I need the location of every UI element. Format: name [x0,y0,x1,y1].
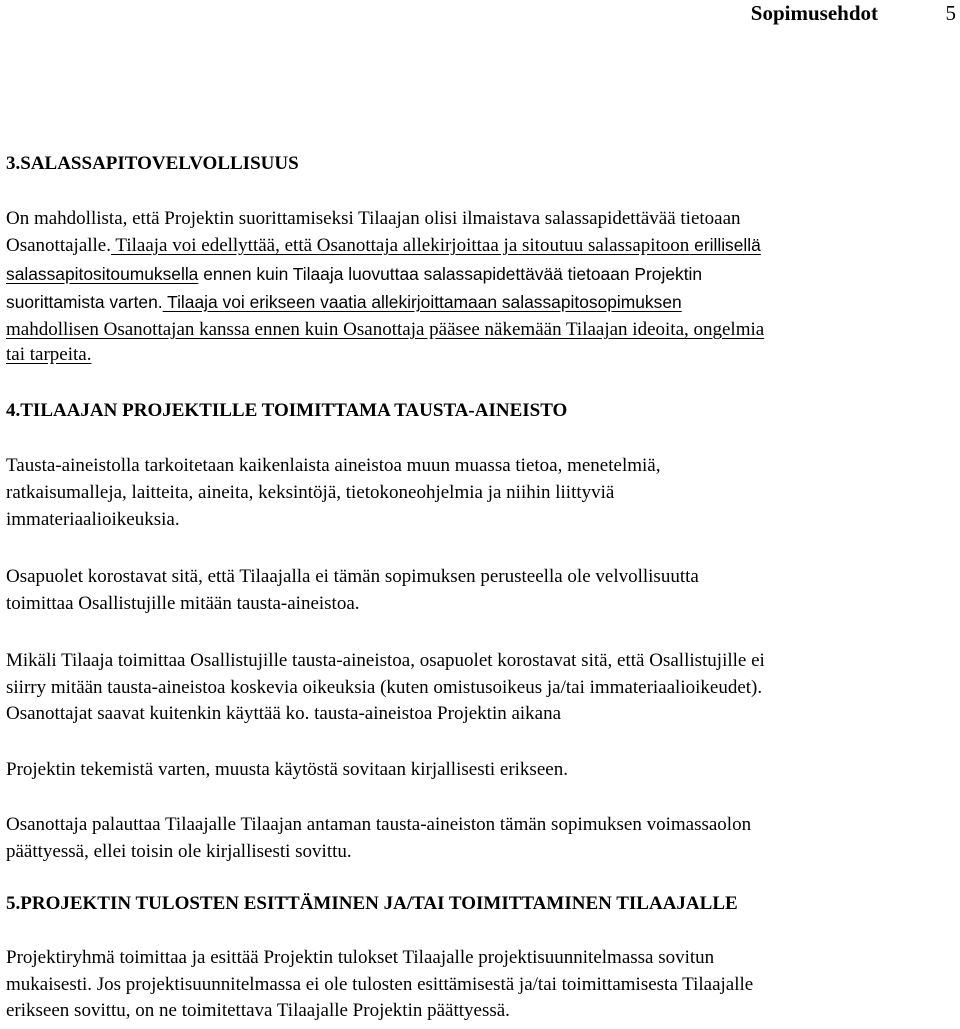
text-line: toimittaa Osallistujille mitään tausta-aineistoa. [6,593,360,614]
section-4-heading: 4.TILAAJAN PROJEKTILLE TOIMITTAMA TAUSTA-AINEISTO [6,400,568,421]
text-line: Projektiryhmä toimittaa ja esittää Projektin tulokset Tilaajalle projektisuunnitelmassa sovitun [6,947,715,968]
text-line: On mahdollista, että Projektin suorittamiseksi Tilaajan olisi ilmaistava salassapidettävää tietoaan [6,208,741,229]
text-line: immateriaalioikeuksia. [6,509,180,530]
text-line: mahdollisen Osanottajan kanssa ennen kuin Osanottaja pääsee näkemään Tilaajan ideoita, ongelmia [6,319,765,340]
text-line: Projektin tekemistä varten, muusta käytöstä sovitaan kirjallisesti erikseen. [6,759,568,780]
text-line [6,233,761,258]
text-line: Osanottajat saavat kuitenkin käyttää ko. tausta-aineistoa Projektin aikana [6,703,562,724]
text-run: Osanottajalle. [6,235,111,256]
text-line: siirry mitään tausta-aineistoa koskevia oikeuksia (kuten omistusoikeus ja/tai immateriaalioikeudet). [6,677,763,698]
text-line: mukaisesti. Jos projektisuunnitelmassa ei ole tulosten esittämisestä ja/tai toimittamisesta Tilaajalle [6,974,754,995]
header-title: Sopimusehdot [750,1,878,25]
section-5-heading: 5.PROJEKTIN TULOSTEN ESITTÄMINEN JA/TAI TOIMITTAMINEN TILAAJALLE [6,893,738,914]
page-header [0,0,960,30]
text-line: Osapuolet korostavat sitä, että Tilaajalla ei tämän sopimuksen perusteella ole velvollisuutta [6,566,699,587]
text-line: Osanottaja palauttaa Tilaajalle Tilaajan antaman tausta-aineiston tämän sopimuksen voimassaolon [6,814,752,835]
underlined-text: erillisellä [689,235,761,255]
text-line: Mikäli Tilaaja toimittaa Osallistujille tausta-aineistoa, osapuolet korostavat sitä, että Osallistujille ei [6,650,765,671]
text-line: ratkaisumalleja, laitteita, aineita, keksintöjä, tietokoneohjelmia ja niihin liittyviä [6,482,615,503]
underlined-text: Tilaaja voi erikseen vaatia allekirjoittamaan salassapitosopimuksen [162,292,682,312]
text-line: tai tarpeita. [6,344,92,365]
text-run: suorittamista varten. [6,292,163,312]
section-3-heading: 3.SALASSAPITOVELVOLLISUUS [6,153,299,174]
text-line: erikseen sovittu, on ne toimitettava Tilaajalle Projektin päättyessä. [6,1000,510,1021]
text-line: Tausta-aineistolla tarkoitetaan kaikenlaista aineistoa muun muassa tietoa, menetelmiä, [6,455,661,476]
text-line [6,290,682,314]
text-line [6,262,702,286]
page-number: 5 [945,1,956,25]
underlined-text: Tilaaja voi edellyttää, että Osanottaja allekirjoittaa ja sitoutuu salassapitoon [111,235,690,256]
text-line: päättyessä, ellei toisin ole kirjallisesti sovittu. [6,841,352,862]
text-run: ennen kuin Tilaaja luovuttaa salassapidettävää tietoaan Projektin [198,264,703,284]
underlined-text: salassapitositoumuksella [6,264,199,284]
